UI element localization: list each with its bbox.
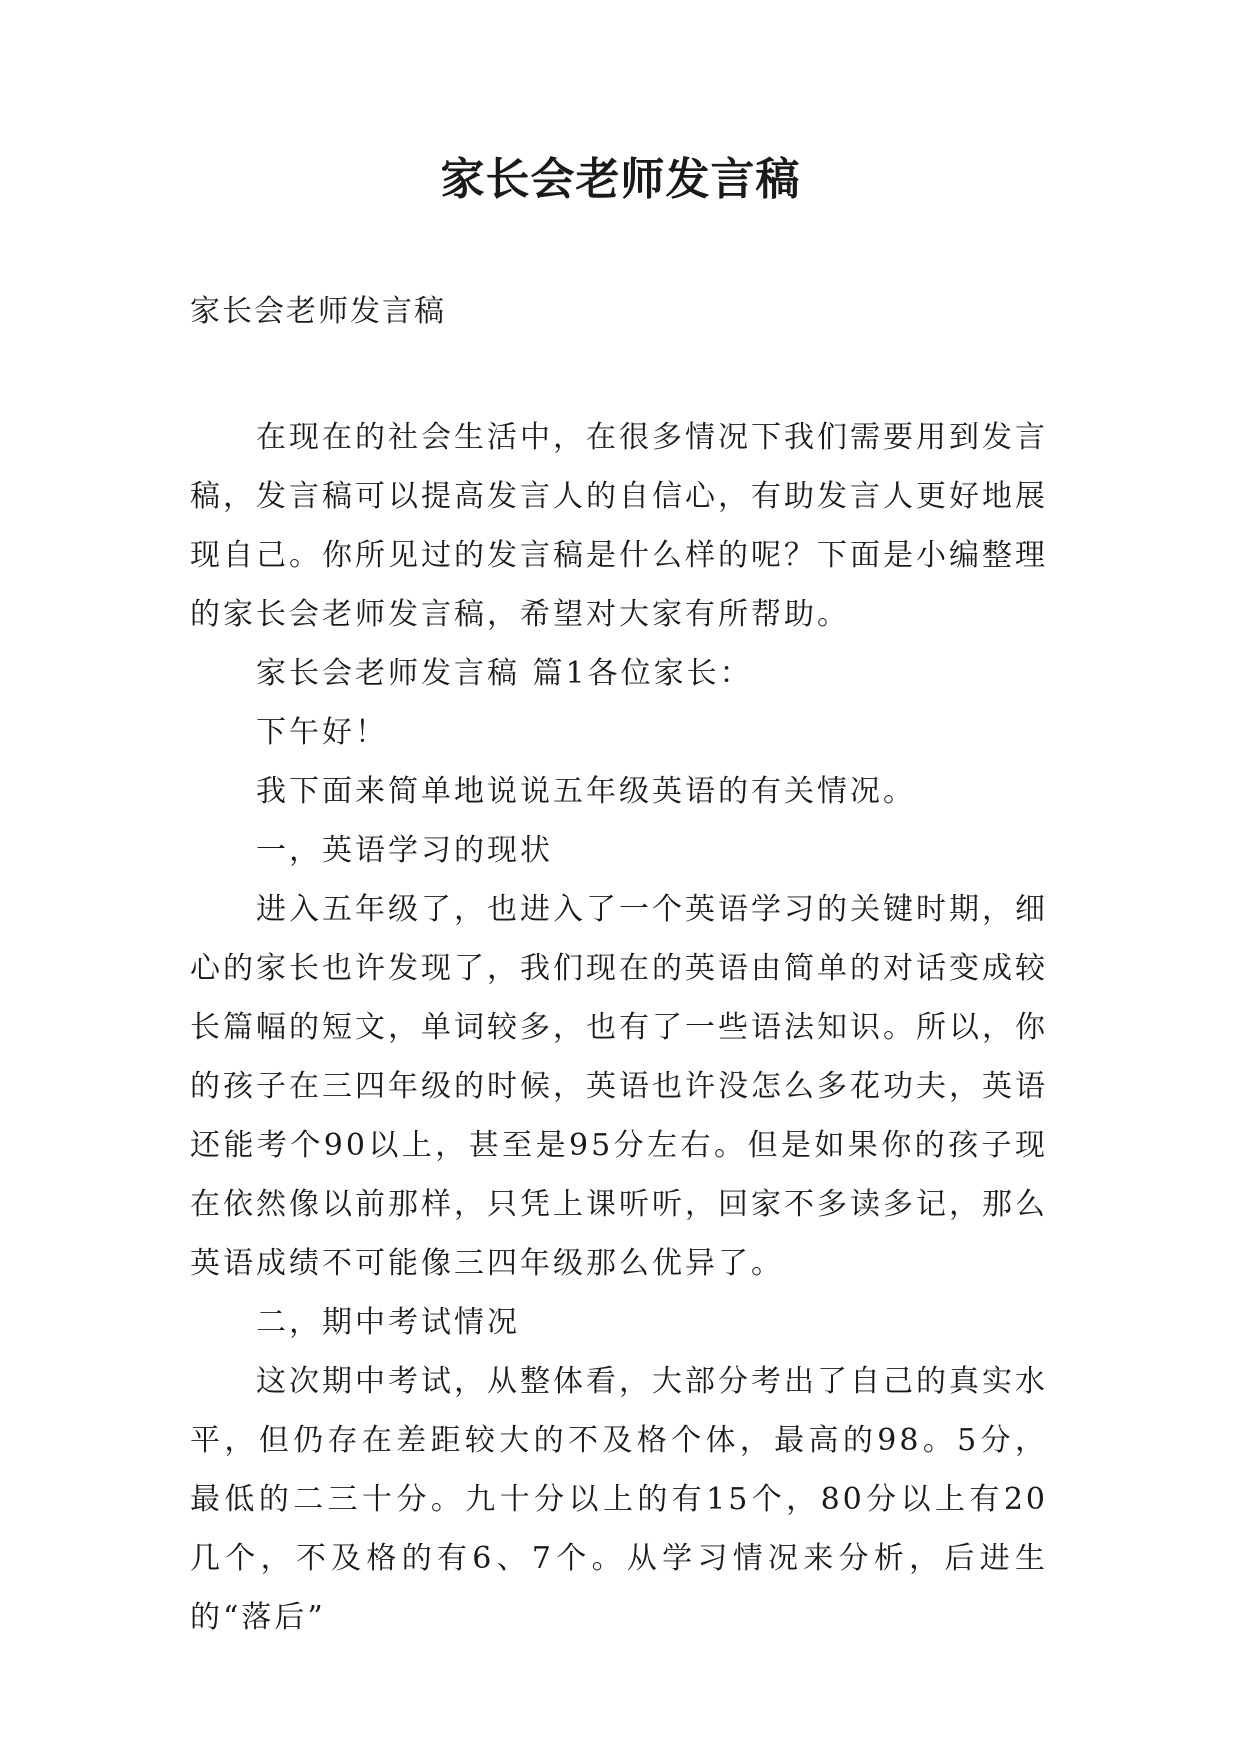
document-body <box>190 408 1048 1647</box>
speech-heading-paragraph: 家长会老师发言稿 篇1各位家长： <box>256 656 753 691</box>
section-2-paragraph: 这次期中考试，从整体看，大部分考出了自己的真实水平，但仍存在差距较大的不及格个体，最高的98。5分，最低的二三十分。九十分以上的有15个，80分以上有20几个，不及格的有6、7个。从学习情况来分析，后进生的“落后” <box>190 1364 1048 1635</box>
greeting-paragraph: 下午好！ <box>256 715 388 750</box>
document-subtitle: 家长会老师发言稿 <box>190 294 446 329</box>
section-1-paragraph: 进入五年级了，也进入了一个英语学习的关键时期，细心的家长也许发现了，我们现在的英语由简单的对话变成较长篇幅的短文，单词较多，也有了一些语法知识。所以，你的孩子在三四年级的时候，英语也许没怎么多花功夫，英语还能考个90以上，甚至是95分左右。但是如果你的孩子现在依然像以前那样，只凭上课听听，回家不多读多记，那么英语成绩不可能像三四年级那么优异了。 <box>190 892 1048 1281</box>
intro-paragraph: 在现在的社会生活中，在很多情况下我们需要用到发言稿，发言稿可以提高发言人的自信心，有助发言人更好地展现自己。你所见过的发言稿是什么样的呢？下面是小编整理的家长会老师发言稿，希望对大家有所帮助。 <box>190 420 1048 632</box>
section-heading-2: 二，期中考试情况 <box>256 1305 520 1340</box>
opening-paragraph: 我下面来简单地说说五年级英语的有关情况。 <box>256 774 916 809</box>
document-title: 家长会老师发言稿 <box>440 154 801 205</box>
section-heading-1: 一，英语学习的现状 <box>256 833 553 868</box>
